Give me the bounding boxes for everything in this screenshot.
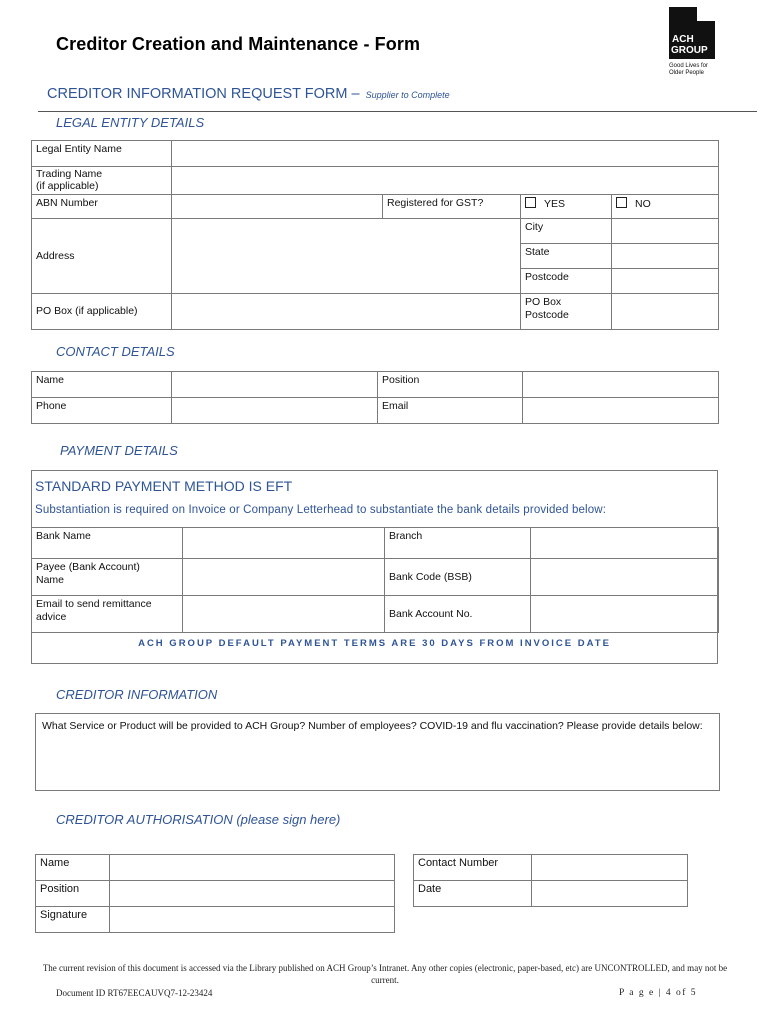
bank-name-field[interactable] [183,528,385,559]
state-label: State [521,244,612,269]
authorisation-contact-table [413,854,688,907]
state-field[interactable] [612,244,719,269]
auth-name-field[interactable] [110,855,395,881]
bsb-field[interactable] [531,559,719,596]
auth-name-label: Name [36,855,110,881]
auth-position-field[interactable] [110,881,395,907]
creditor-information-heading: CREDITOR INFORMATION [56,687,218,702]
remittance-email-label: Email to send remittance advice [32,596,183,633]
contact-details-table [31,371,719,424]
remittance-email-field[interactable] [183,596,385,633]
authorisation-table [35,854,395,933]
yes-checkbox[interactable] [525,197,536,208]
request-heading [47,86,450,102]
payment-details-heading: PAYMENT DETAILS [60,443,178,458]
auth-contact-number-label: Contact Number [414,855,532,881]
bsb-label: Bank Code (BSB) [385,559,531,596]
gst-label: Registered for GST? [383,195,521,219]
contact-name-field[interactable] [172,372,378,398]
uncontrolled-copy-note: The current revision of this document is accessed via the Library published on ACH Group’s Intranet. Any other copies (electronic, paper-based, etc) are UNCONTROLLED, and may not be current. [42,963,728,985]
address-label: Address [32,219,172,294]
contact-position-label: Position [378,372,523,398]
postcode-label: Postcode [521,269,612,294]
logo-line1: ACH [672,34,694,45]
trading-name-label: Trading Name (if applicable) [32,167,172,195]
creditor-authorisation-heading: CREDITOR AUTHORISATION (please sign here) [56,812,341,827]
auth-date-field[interactable] [532,881,688,907]
auth-position-label: Position [36,881,110,907]
po-box-field[interactable] [172,294,521,330]
logo-tagline1: Good Lives for [669,63,709,69]
account-number-label: Bank Account No. [385,596,531,633]
bank-name-label: Bank Name [32,528,183,559]
heading-divider [38,111,757,112]
legal-entity-name-label: Legal Entity Name [32,141,172,167]
logo-tagline2: Older People [669,70,705,76]
document-id: Document ID RT67EECAUVQ7-12-23424 [56,988,213,998]
contact-name-label: Name [32,372,172,398]
address-field[interactable] [172,219,521,294]
legal-entity-heading: LEGAL ENTITY DETAILS [56,115,205,130]
ach-group-logo [669,7,715,79]
trading-name-field[interactable] [172,167,719,195]
auth-date-label: Date [414,881,532,907]
contact-email-label: Email [378,398,523,424]
city-field[interactable] [612,219,719,244]
auth-signature-label: Signature [36,907,110,933]
payee-field[interactable] [183,559,385,596]
city-label: City [521,219,612,244]
request-heading-text: CREDITOR INFORMATION REQUEST FORM – [47,86,360,102]
creditor-information-prompt: What Service or Product will be provided to ACH Group? Number of employees? COVID-19 and flu vaccination? Please provide details below: [42,720,703,732]
auth-contact-number-field[interactable] [532,855,688,881]
payment-terms-note: ACH GROUP DEFAULT PAYMENT TERMS ARE 30 DAYS FROM INVOICE DATE [138,638,611,649]
gst-no-option[interactable] [612,195,719,219]
contact-phone-label: Phone [32,398,172,424]
creditor-information-field[interactable] [35,713,720,791]
no-checkbox[interactable] [616,197,627,208]
substantiation-note: Substantiation is required on Invoice or Company Letterhead to substantiate the bank details provided below: [35,504,607,516]
postcode-field[interactable] [612,269,719,294]
contact-position-field[interactable] [523,372,719,398]
account-number-field[interactable] [531,596,719,633]
contact-email-field[interactable] [523,398,719,424]
contact-phone-field[interactable] [172,398,378,424]
logo-line2: GROUP [671,45,708,56]
yes-label: YES [544,198,566,210]
po-box-postcode-field[interactable] [612,294,719,330]
legal-entity-table [31,140,719,330]
branch-label: Branch [385,528,531,559]
bank-details-table [31,527,719,633]
contact-details-heading: CONTACT DETAILS [56,344,175,359]
payment-method-title: STANDARD PAYMENT METHOD IS EFT [35,478,293,494]
page-title: Creditor Creation and Maintenance - Form [56,34,421,54]
auth-signature-field[interactable] [110,907,395,933]
branch-field[interactable] [531,528,719,559]
po-box-postcode-label: PO Box Postcode [521,294,612,330]
gst-yes-option[interactable] [521,195,612,219]
legal-entity-name-field[interactable] [172,141,719,167]
request-subheading: Supplier to Complete [365,90,450,100]
payee-label: Payee (Bank Account) Name [32,559,183,596]
no-label: NO [635,198,651,210]
abn-label: ABN Number [32,195,172,219]
abn-field[interactable] [172,195,383,219]
page-number: P a g e | 4 of 5 [619,988,698,998]
po-box-label: PO Box (if applicable) [32,294,172,330]
